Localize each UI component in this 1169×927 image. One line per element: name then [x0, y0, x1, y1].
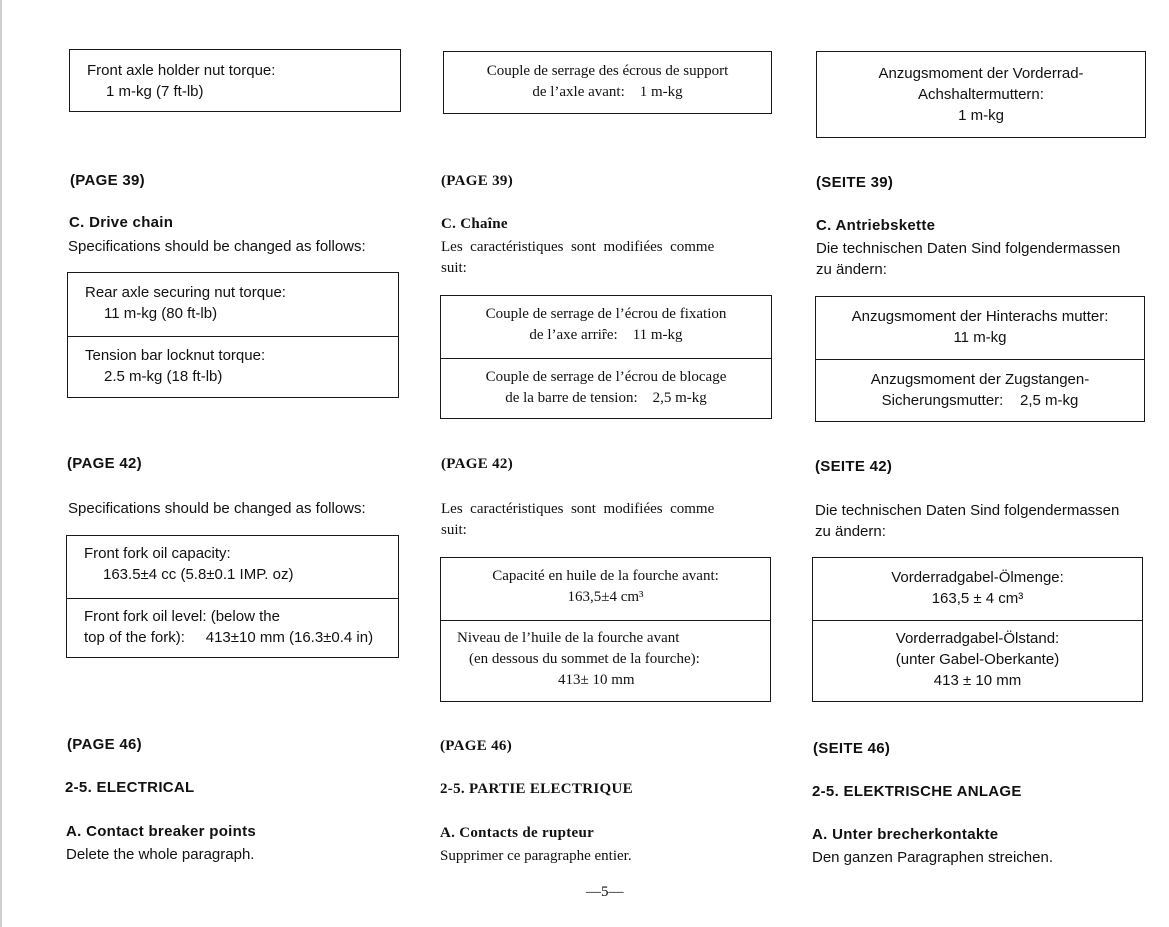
de-page39-heading: (SEITE 39) — [816, 174, 894, 191]
en-fork-level-label: Front fork oil level: (below the — [84, 608, 280, 625]
en-fork-level-value: top of the fork): 413±10 mm (16.3±0.4 in) — [84, 629, 374, 646]
fr-fork-level-value: 413± 10 mm — [558, 672, 635, 688]
en-tension-bar-value: 2.5 m-kg (18 ft-lb) — [104, 368, 223, 385]
fr-fork-level-spec — [441, 620, 770, 691]
en-spec-change-text-2: Specifications should be changed as follows: — [68, 500, 366, 517]
fr-spec-change-line-1: Les caractéristiques sont modifiées comme — [441, 239, 715, 255]
de-fork-level-spec — [813, 620, 1142, 691]
fr-page42-heading: (PAGE 42) — [441, 456, 513, 472]
en-front-axle-spec — [70, 50, 400, 110]
de-spec-change-line-1: Die technischen Daten Sind folgendermassen — [816, 240, 1121, 257]
page-number: —5— — [586, 884, 624, 900]
fr-fork-capacity-value: 163,5±4 cm³ — [567, 589, 644, 605]
en-drive-chain-heading: C. Drive chain — [69, 214, 174, 231]
en-tension-bar-label: Tension bar locknut torque: — [85, 347, 266, 364]
en-fork-capacity-value: 163.5±4 cc (5.8±0.1 IMP. oz) — [103, 566, 294, 583]
fr-drive-chain-heading: C. Chaîne — [441, 216, 508, 232]
de-rear-axle-value: 11 m-kg — [953, 329, 1007, 346]
fr-tension-bar-value: de la barre de tension: 2,5 m-kg — [505, 390, 707, 406]
de-fork-level-value: 413 ± 10 mm — [933, 672, 1022, 689]
fr-spec-change-line-2: suit: — [441, 260, 467, 276]
de-page46-heading: (SEITE 46) — [813, 740, 891, 757]
page-edge-mark — [0, 0, 2, 927]
fr-spec-change-2-line-1: Les caractéristiques sont modifiées comme — [441, 501, 715, 517]
fr-rear-axle-spec — [441, 296, 771, 358]
fr-front-axle-value: de l’axle avant: 1 m-kg — [532, 84, 683, 100]
de-drive-chain-heading: C. Antriebskette — [816, 217, 936, 234]
en-spec-change-text: Specifications should be changed as follows: — [68, 238, 366, 255]
de-rear-axle-label: Anzugsmoment der Hinterachs mutter: — [851, 308, 1109, 325]
de-delete-paragraph-text: Den ganzen Paragraphen streichen. — [812, 849, 1053, 866]
fr-drive-chain-spec-box — [440, 295, 772, 419]
de-page42-heading: (SEITE 42) — [815, 458, 893, 475]
fr-tension-bar-spec — [441, 358, 771, 409]
en-front-fork-spec-box — [66, 535, 399, 658]
de-spec-change-2-line-2: zu ändern: — [815, 523, 886, 540]
en-rear-axle-spec — [68, 273, 398, 336]
fr-spec-change-text-2 — [441, 499, 771, 541]
en-electrical-section-title: 2-5. ELECTRICAL — [65, 779, 195, 796]
fr-front-axle-spec — [444, 52, 771, 103]
de-front-fork-spec-box — [812, 557, 1143, 702]
en-page39-heading: (PAGE 39) — [70, 172, 145, 189]
fr-rear-axle-label: Couple de serrage de l’écrou de fixation — [485, 306, 727, 322]
en-page46-heading: (PAGE 46) — [67, 736, 142, 753]
de-rear-axle-spec — [816, 297, 1144, 359]
en-page42-heading: (PAGE 42) — [67, 455, 142, 472]
de-front-axle-value: 1 m-kg — [958, 107, 1004, 124]
en-rear-axle-label: Rear axle securing nut torque: — [85, 284, 286, 301]
fr-page39-heading: (PAGE 39) — [441, 173, 513, 189]
de-tension-bar-spec — [816, 359, 1144, 411]
de-drive-chain-spec-box — [815, 296, 1145, 422]
de-fork-capacity-spec — [813, 558, 1142, 620]
en-drive-chain-spec-box — [67, 272, 399, 398]
en-front-axle-box — [69, 49, 401, 112]
fr-spec-change-2-line-2: suit: — [441, 522, 467, 538]
fr-spec-change-text — [441, 237, 771, 279]
en-contact-breaker-heading: A. Contact breaker points — [66, 823, 257, 840]
de-fork-capacity-label: Vorderradgabel-Ölmenge: — [891, 569, 1064, 586]
en-rear-axle-value: 11 m-kg (80 ft-lb) — [104, 305, 218, 322]
en-fork-capacity-spec — [67, 536, 398, 598]
fr-delete-paragraph-text: Supprimer ce paragraphe entier. — [440, 848, 632, 864]
de-spec-change-line-2: zu ändern: — [816, 261, 887, 278]
en-tension-bar-spec — [68, 336, 398, 387]
de-front-axle-spec — [817, 52, 1145, 126]
de-tension-bar-value: Sicherungsmutter: 2,5 m-kg — [881, 392, 1079, 409]
de-spec-change-text — [816, 238, 1156, 280]
fr-fork-capacity-spec — [441, 558, 770, 620]
fr-tension-bar-label: Couple de serrage de l’écrou de blocage — [485, 369, 727, 385]
fr-contact-breaker-heading: A. Contacts de rupteur — [440, 825, 595, 841]
de-contact-breaker-heading: A. Unter brecherkontakte — [812, 826, 999, 843]
de-spec-change-2-line-1: Die technischen Daten Sind folgendermassen — [815, 502, 1120, 519]
en-front-axle-value: 1 m-kg (7 ft-lb) — [106, 83, 204, 100]
de-fork-capacity-value: 163,5 ± 4 cm³ — [931, 590, 1024, 607]
de-tension-bar-label: Anzugsmoment der Zugstangen- — [870, 371, 1090, 388]
en-delete-paragraph-text: Delete the whole paragraph. — [66, 846, 255, 863]
de-fork-level-condition: (unter Gabel-Oberkante) — [895, 651, 1060, 668]
fr-rear-axle-value: de l’axe arriȓe: 11 m-kg — [529, 327, 683, 343]
en-fork-capacity-label: Front fork oil capacity: — [84, 545, 231, 562]
fr-front-axle-label: Couple de serrage des écrous de support — [486, 63, 729, 79]
fr-page46-heading: (PAGE 46) — [440, 738, 512, 754]
fr-fork-level-condition: (en dessous du sommet de la fourche): — [469, 651, 700, 667]
de-front-axle-box — [816, 51, 1146, 138]
fr-fork-level-label: Niveau de l’huile de la fourche avant — [457, 630, 680, 646]
fr-fork-capacity-label: Capacité en huile de la fourche avant: — [492, 568, 719, 584]
de-electrical-section-title: 2-5. ELEKTRISCHE ANLAGE — [812, 783, 1022, 800]
en-front-axle-label: Front axle holder nut torque: — [87, 62, 276, 79]
fr-front-axle-box — [443, 51, 772, 114]
de-front-axle-label-1: Anzugsmoment der Vorderrad- — [878, 65, 1084, 82]
fr-front-fork-spec-box — [440, 557, 771, 702]
de-spec-change-text-2 — [815, 500, 1155, 542]
de-fork-level-label: Vorderradgabel-Ölstand: — [895, 630, 1060, 647]
fr-electrical-section-title: 2-5. PARTIE ELECTRIQUE — [440, 781, 633, 797]
de-front-axle-label-2: Achshaltermuttern: — [918, 86, 1044, 103]
en-fork-level-spec — [67, 598, 398, 648]
